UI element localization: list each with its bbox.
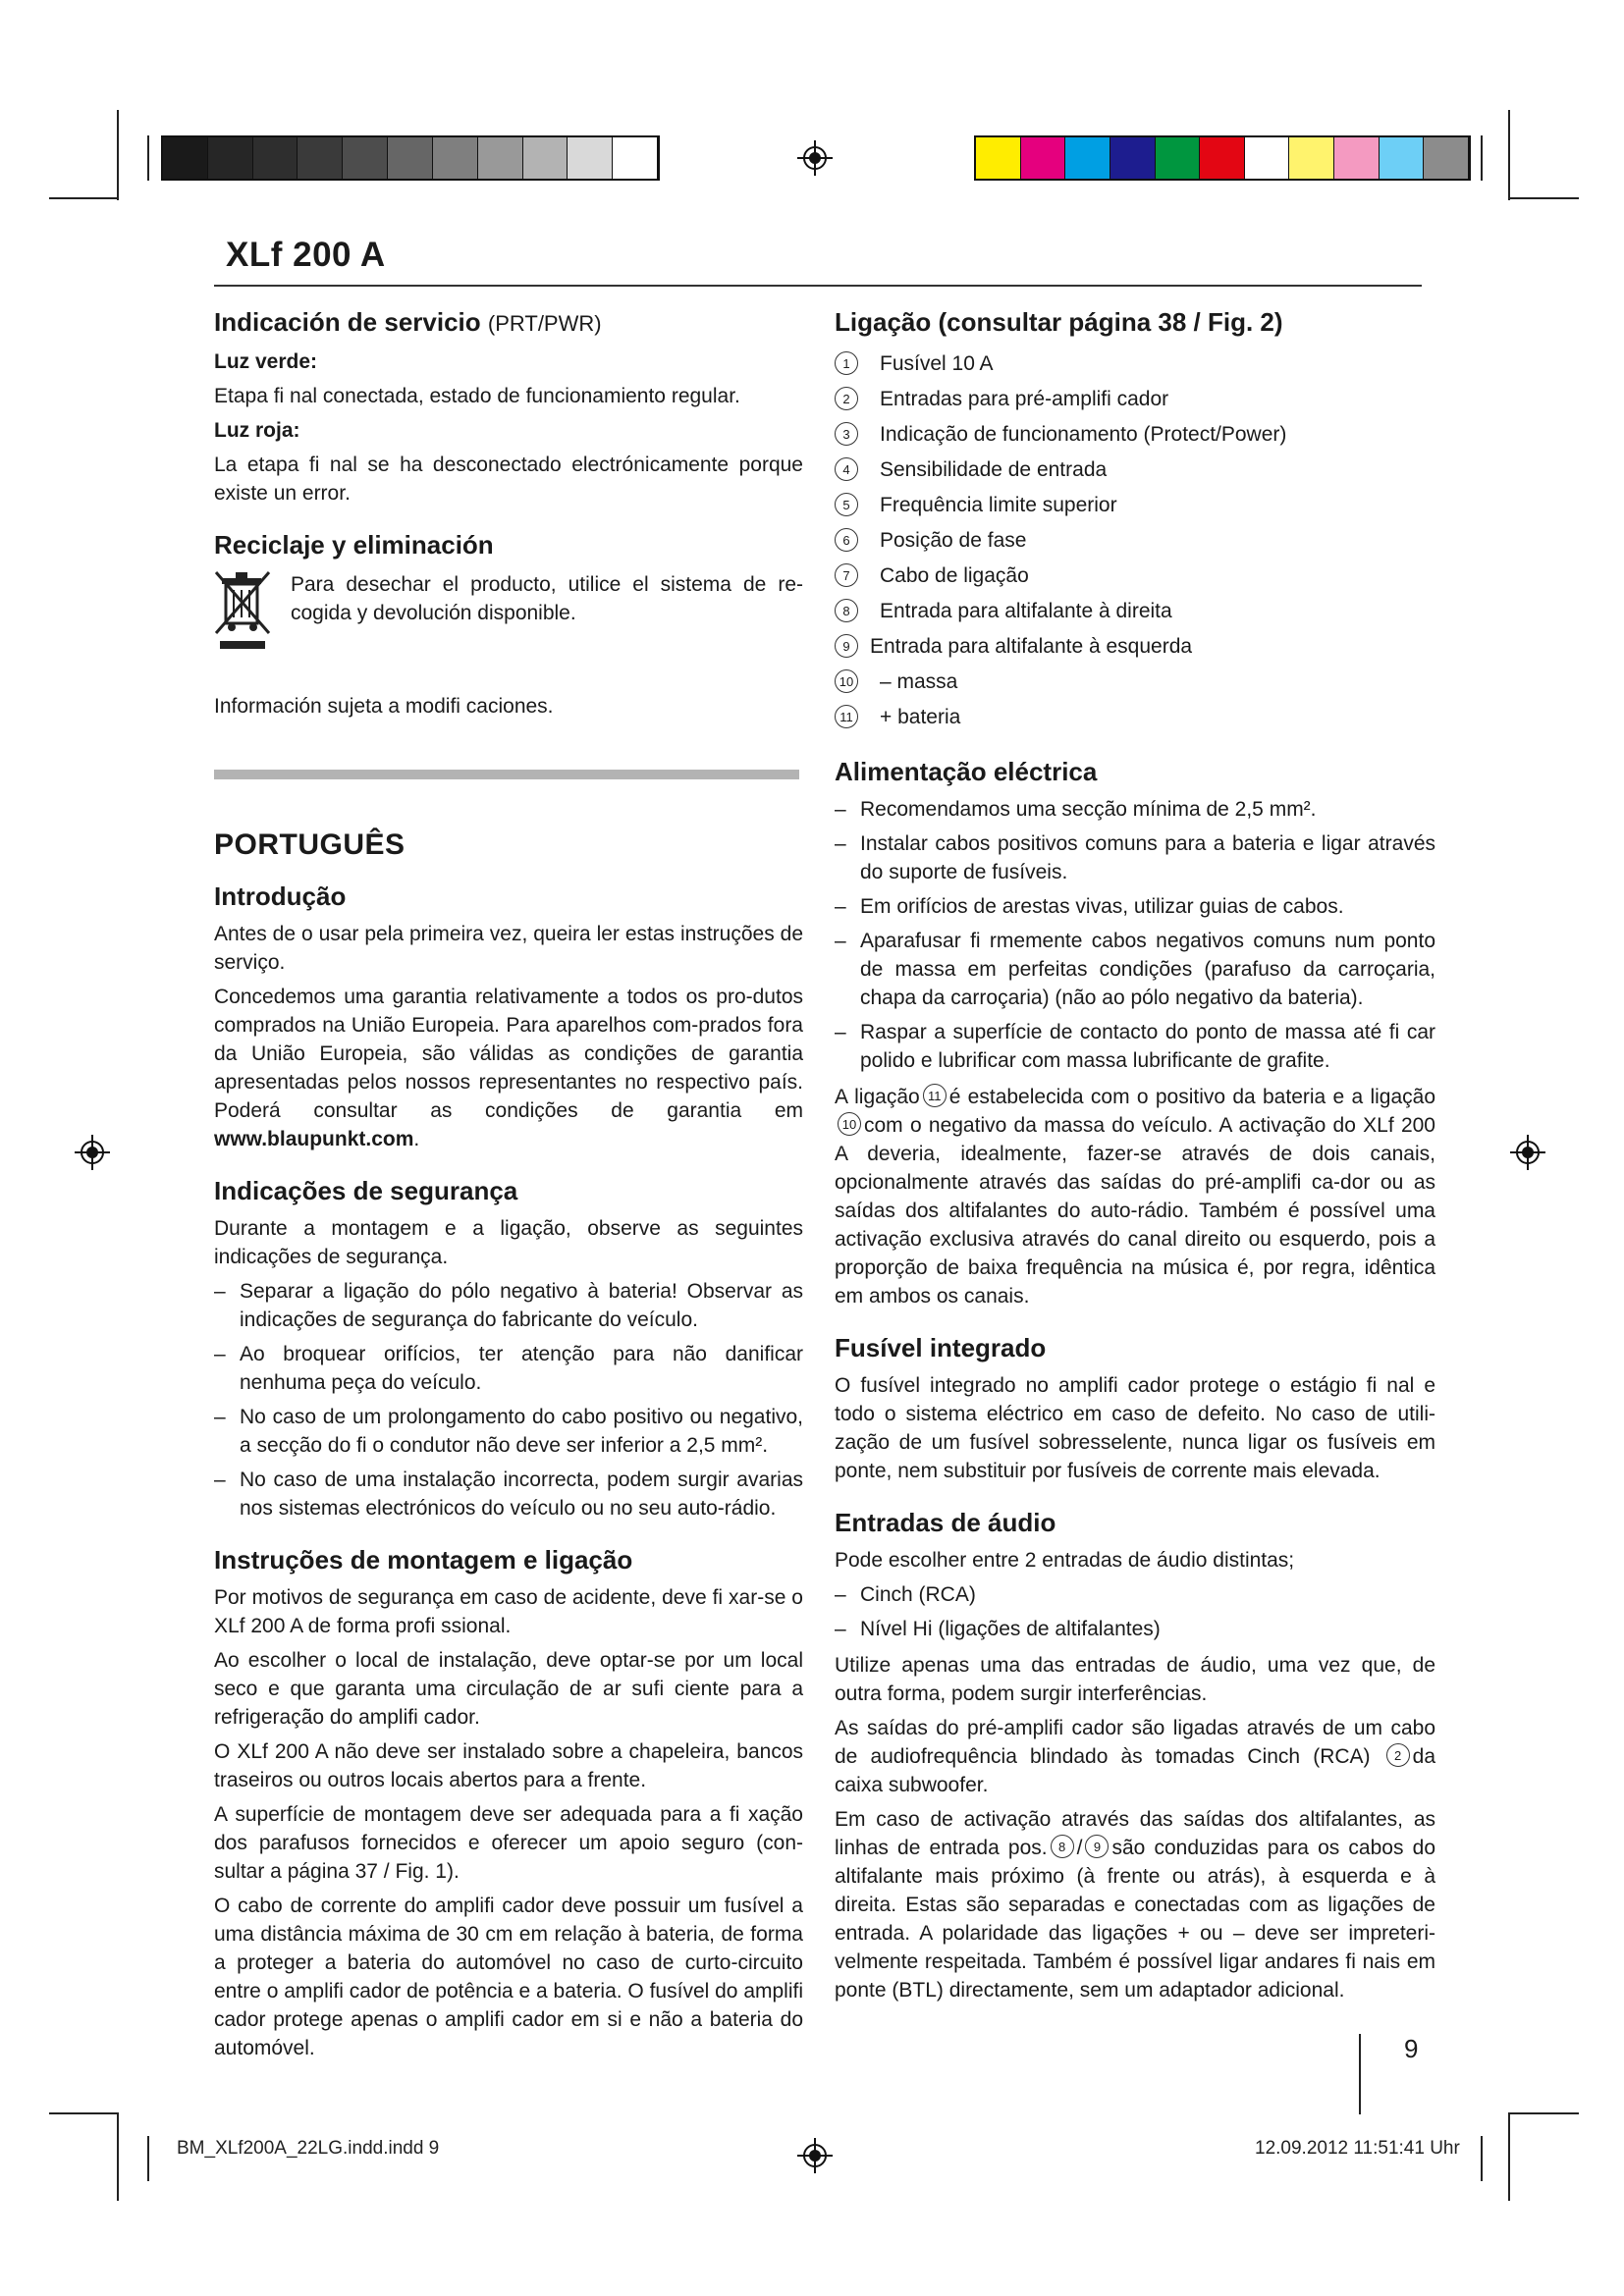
recycling-block xyxy=(214,568,803,653)
power-list xyxy=(835,795,1435,1075)
list-item: – Recomendamos uma secção mínima de 2,5 mm². xyxy=(835,795,1435,824)
document-title: XLf 200 A xyxy=(226,236,386,274)
list-item: 3 Indicação de funcionamento (Protect/Power) xyxy=(835,416,1435,452)
audio-list xyxy=(835,1580,1435,1643)
list-item: 7 Cabo de ligação xyxy=(835,558,1435,593)
green-light-text: Etapa fi nal conectada, estado de funcionamiento regular. xyxy=(214,385,740,407)
color-swatch xyxy=(568,137,613,179)
color-swatch xyxy=(523,137,568,179)
audio-intro: Pode escolher entre 2 entradas de áudio distintas; xyxy=(835,1549,1295,1572)
color-swatch xyxy=(1380,137,1425,179)
list-item: – Raspar a superfície de contacto do ponto de massa até fi car polido e lubrificar com massa lubrificante de grafite. xyxy=(835,1018,1435,1075)
red-light-label: Luz roja: xyxy=(214,419,300,442)
registration-mark-icon xyxy=(797,2138,833,2173)
safety-intro: Durante a montagem e a ligação, observe as seguintes indicações de segurança. xyxy=(214,1217,803,1268)
list-item: – Aparafusar fi rmemente cabos negativos comuns num ponto de massa em perfeitas condições (parafuso da carroçaria, chapa da carroçaria) (não ao pólo negativo da bateria). xyxy=(835,927,1435,1012)
color-swatch xyxy=(478,137,523,179)
page-number: 9 xyxy=(1404,2034,1419,2063)
list-item: 6 Posição de fase xyxy=(835,522,1435,558)
language-heading: PORTUGUÊS xyxy=(214,828,406,861)
crossed-bin-icon xyxy=(214,568,271,653)
list-item: – Ao broquear orifícios, ter atenção para não danificar nenhuma peça do veículo. xyxy=(214,1340,803,1397)
list-item: 10 – massa xyxy=(835,664,1435,699)
list-item: 11 + bateria xyxy=(835,699,1435,734)
color-swatch xyxy=(1245,137,1290,179)
list-item: – No caso de uma instalação incorrecta, podem surgir avarias nos sistemas electrónicos do veículo ou no seu auto-rádio. xyxy=(214,1466,803,1522)
subject-to-change-note: Información sujeta a modifi caciones. xyxy=(214,695,554,718)
list-item: – No caso de um prolongamento do cabo positivo ou negativo, a secção do fi o condutor não deve ser inferior a 2,5 mm². xyxy=(214,1403,803,1460)
recycling-text: Para desechar el producto, utilice el sistema de re-cogida y devolución disponible. xyxy=(291,573,803,624)
footer-timestamp: 12.09.2012 11:51:41 Uhr xyxy=(1255,2138,1460,2159)
color-swatch xyxy=(1289,137,1334,179)
list-item: 4 Sensibilidade de entrada xyxy=(835,452,1435,487)
fuse-paragraph: O fusível integrado no amplifi cador protege o estágio fi nal e todo o sistema eléctrico em caso de defeito. No caso de utili-zação de um fusível sobresselente, nunca ligar os fusíveis em ponte, nem substituir por fusíveis de corrente mais elevada. xyxy=(835,1374,1435,1482)
list-item: 1 Fusível 10 A xyxy=(835,346,1435,381)
color-swatch xyxy=(1200,137,1245,179)
green-light-label: Luz verde: xyxy=(214,350,318,373)
power-heading: Alimentação eléctrica xyxy=(835,757,1098,786)
safety-heading: Indicações de segurança xyxy=(214,1176,518,1205)
color-swatch xyxy=(163,137,208,179)
recycling-heading: Reciclaje y eliminación xyxy=(214,530,494,560)
color-swatch xyxy=(1334,137,1380,179)
registration-mark-icon xyxy=(797,140,833,176)
color-swatch xyxy=(433,137,478,179)
color-swatch xyxy=(1424,137,1469,179)
color-swatch xyxy=(343,137,388,179)
list-item: – Cinch (RCA) xyxy=(835,1580,1435,1609)
list-item: – Instalar cabos positivos comuns para a bateria e ligar através do suporte de fusíveis. xyxy=(835,829,1435,886)
color-swatch xyxy=(253,137,298,179)
color-swatch xyxy=(298,137,343,179)
power-paragraph: A ligação 11 é estabelecida com o positivo da bateria e a ligação10 com o negativo da massa do veículo. A activação do XLf 200 A deveria, idealmente, fazer-se através de dois canais, opcionalmente através das saídas do pré-amplifi ca-dor ou as saídas dos altifalantes do auto-rádio. Também é possível uma activação exclusiva através do canal direito ou esquerdo, pois a proporção de baixa frequência na música é, por regra, idêntica em ambos os canais. xyxy=(835,1086,1436,1308)
connection-heading: Ligação (consultar página 38 / Fig. 2) xyxy=(835,307,1283,337)
list-item: – Separar a ligação do pólo negativo à bateria! Observar as indicações de segurança do fabricante do veículo. xyxy=(214,1277,803,1334)
color-swatch xyxy=(613,137,658,179)
color-swatch xyxy=(388,137,433,179)
service-heading: Indicación de servicio (PRT/PWR) xyxy=(214,307,602,337)
color-swatch xyxy=(1021,137,1066,179)
page-number-rule xyxy=(1359,2034,1361,2114)
color-swatch xyxy=(208,137,253,179)
gray-color-strip xyxy=(161,135,660,181)
list-item: 8 Entrada para altifalante à direita xyxy=(835,593,1435,628)
list-item: – Nível Hi (ligações de altifalantes) xyxy=(835,1615,1435,1643)
fuse-heading: Fusível integrado xyxy=(835,1333,1047,1362)
list-item: 2 Entradas para pré-amplifi cador xyxy=(835,381,1435,416)
mounting-paragraph: Ao escolher o local de instalação, deve optar-se por um local seco e que garanta uma circulação de ar sufi ciente para a refrigeração do amplifi cador. xyxy=(214,1649,803,1729)
footer-filename: BM_XLf200A_22LG.indd.indd 9 xyxy=(177,2138,440,2159)
list-item: 5 Frequência limite superior xyxy=(835,487,1435,522)
mounting-paragraph: A superfície de montagem deve ser adequada para a fi xação dos parafusos fornecidos e oferecer um apoio seguro (con-sultar a página 37 / Fig. 1). xyxy=(214,1803,803,1883)
audio-heading: Entradas de áudio xyxy=(835,1508,1056,1537)
list-item: 9 Entrada para altifalante à esquerda xyxy=(835,628,1435,664)
audio-paragraph-3: Em caso de activação através das saídas dos altifalantes, as linhas de entrada pos. 8 / 9 são conduzidas para os cabos do altifalante mais próximo (à frente ou atrás), à esquerda e à direita. Estas são separadas e conectadas com as ligações de entrada. A polaridade das ligações + ou – deve ser impreteri-velmente respeitada. Também é possível ligar andares fi nais em ponte (BTL) directamente, sem um adaptador adicional. xyxy=(835,1808,1435,2002)
color-swatch xyxy=(1110,137,1156,179)
audio-paragraph-1: Utilize apenas uma das entradas de áudio, uma vez que, de outra forma, podem surgir interferências. xyxy=(835,1654,1435,1705)
section-divider-bar xyxy=(214,770,799,779)
mounting-paragraph: O cabo de corrente do amplifi cador deve possuir um fusível a uma distância máxima de 30 cm em relação à bateria, de forma a proteger a bateria do automóvel no caso de curto-circuito entre o amplifi cador de potência e a bateria. O fusível do amplifi cador protege apenas o amplifi cador em si e não a bateria do automóvel. xyxy=(214,1895,803,2059)
left-column xyxy=(214,306,803,2068)
registration-mark-icon xyxy=(1510,1135,1545,1170)
color-swatch xyxy=(1156,137,1201,179)
color-swatch xyxy=(976,137,1021,179)
right-column xyxy=(835,306,1435,2010)
safety-list xyxy=(214,1277,803,1522)
intro-paragraph-2: Concedemos uma garantia relativamente a todos os pro-dutos comprados na União Europeia. Para aparelhos com-prados fora da União Europeia, são válidas as condições de garantia apresentadas pelos nossos representantes no respectivo país. Poderá consultar as condições de garantia em www.blaupunkt.com. xyxy=(214,986,803,1150)
intro-paragraph-1: Antes de o usar pela primeira vez, queira ler estas instruções de serviço. xyxy=(214,923,803,974)
mounting-paragraph: Por motivos de segurança em caso de acidente, deve fi xar-se o XLf 200 A de forma profi ssional. xyxy=(214,1586,803,1637)
intro-heading: Introdução xyxy=(214,881,347,911)
connection-list xyxy=(835,346,1435,734)
mounting-heading: Instruções de montagem e ligação xyxy=(214,1545,633,1575)
color-swatch xyxy=(1065,137,1110,179)
registration-mark-icon xyxy=(75,1135,110,1170)
list-item: – Em orifícios de arestas vivas, utilizar guias de cabos. xyxy=(835,892,1435,921)
header-divider xyxy=(214,285,1422,287)
website-link[interactable]: www.blaupunkt.com xyxy=(214,1128,414,1150)
process-color-strip xyxy=(974,135,1471,181)
mounting-paragraph: O XLf 200 A não deve ser instalado sobre a chapeleira, bancos traseiros ou outros locais abertos para a frente. xyxy=(214,1740,803,1791)
red-light-text: La etapa fi nal se ha desconectado electrónicamente porque existe un error. xyxy=(214,454,803,505)
audio-paragraph-2: As saídas do pré-amplifi cador são ligadas através de um cabo de audiofrequência blindado às tomadas Cinch (RCA) 2 da caixa subwoofer. xyxy=(835,1717,1435,1796)
